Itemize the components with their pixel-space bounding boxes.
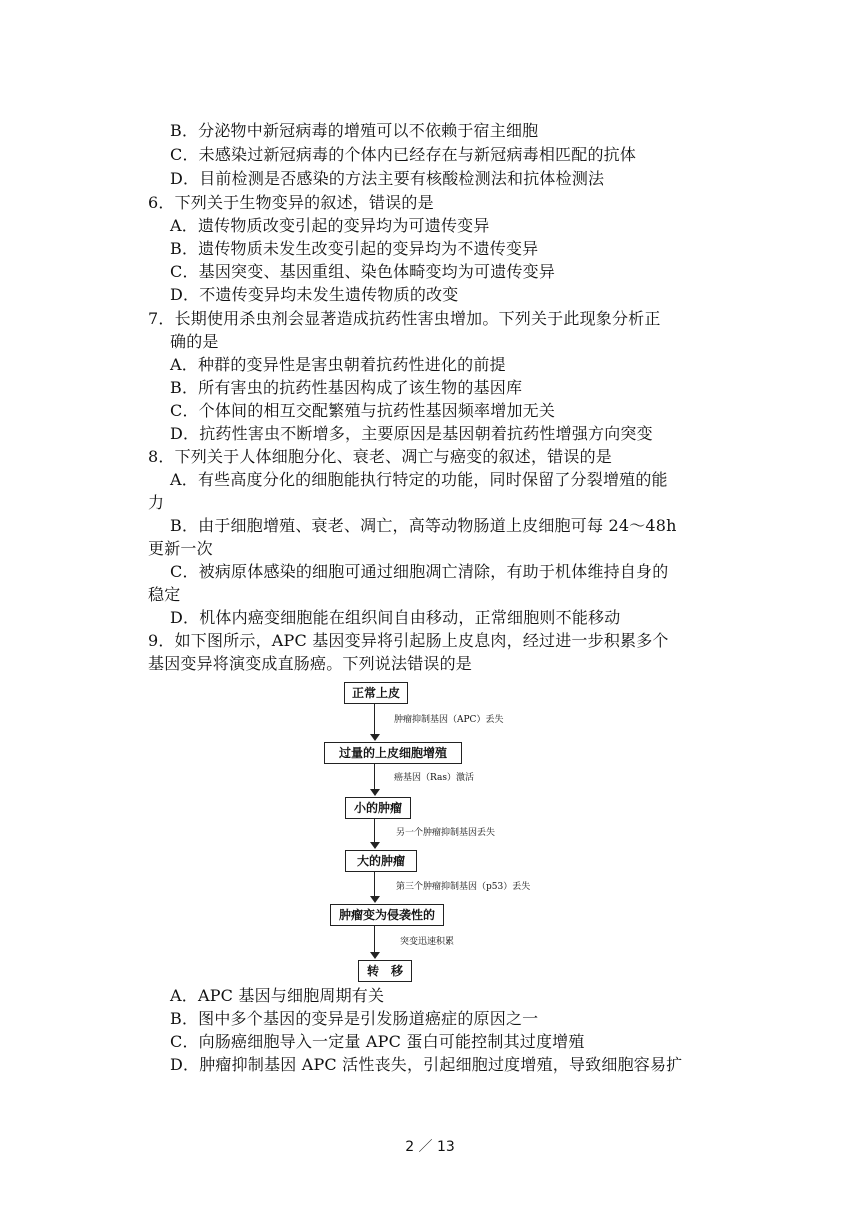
question-7-continued: 确的是 xyxy=(170,332,219,351)
q6-option-b: B．遗传物质未发生改变引起的变异均为不遗传变异 xyxy=(170,239,539,258)
q7-option-b: B．所有害虫的抗药性基因构成了该生物的基因库 xyxy=(170,378,523,397)
q9-option-c: C．向肠癌细胞导入一定量 APC 蛋白可能控制其过度增殖 xyxy=(170,1032,585,1051)
q8-option-d: D．机体内癌变细胞能在组织间自由移动，正常细胞则不能移动 xyxy=(170,608,621,627)
flow-arrow-line-1 xyxy=(374,704,375,734)
flow-box-small-tumor: 小的肿瘤 xyxy=(345,797,411,819)
flow-box-normal-epithelium: 正常上皮 xyxy=(344,682,408,704)
q6-option-a: A．遗传物质改变引起的变异均为可遗传变异 xyxy=(170,216,490,235)
q9-option-d: D．肿瘤抑制基因 APC 活性丧失，引起细胞过度增殖，导致细胞容易扩 xyxy=(170,1055,683,1074)
q6-option-d: D．不遗传变异均未发生遗传物质的改变 xyxy=(170,285,459,304)
flow-arrowhead-4 xyxy=(370,896,380,903)
page-number: 2 ／ 13 xyxy=(405,1139,455,1155)
q6-option-c: C．基因突变、基因重组、染色体畸变均为可遗传变异 xyxy=(170,262,556,281)
flow-note-p53-loss: 第三个肿瘤抑制基因（p53）丢失 xyxy=(396,882,531,892)
q8-option-b: B．由于细胞增殖、衰老、凋亡，高等动物肠道上皮细胞可每 24～48h xyxy=(170,516,677,535)
flow-box-metastasis: 转 移 xyxy=(358,960,412,982)
flow-arrow-line-5 xyxy=(374,926,375,952)
q8-option-a: A．有些高度分化的细胞能执行特定的功能，同时保留了分裂增殖的能 xyxy=(170,470,668,489)
flow-note-apc-loss: 肿瘤抑制基因（APC）丢失 xyxy=(394,715,504,725)
flow-arrow-line-4 xyxy=(374,872,375,896)
question-9: 9．如下图所示，APC 基因变异将引起肠上皮息肉，经过进一步积累多个 xyxy=(148,631,669,650)
flow-arrowhead-2 xyxy=(370,789,380,796)
flow-box-invasive-tumor: 肿瘤变为侵袭性的 xyxy=(330,904,444,926)
flow-note-mutation-accumulation: 突变迅速积累 xyxy=(400,937,455,947)
q8-option-b-continued: 更新一次 xyxy=(148,539,213,558)
q8-option-a-continued: 力 xyxy=(148,493,165,512)
q5-option-c: C．未感染过新冠病毒的个体内已经存在与新冠病毒相匹配的抗体 xyxy=(170,145,637,164)
q7-option-c: C．个体间的相互交配繁殖与抗药性基因频率增加无关 xyxy=(170,401,556,420)
flow-note-second-suppressor-loss: 另一个肿瘤抑制基因丢失 xyxy=(396,828,496,838)
q9-option-a: A．APC 基因与细胞周期有关 xyxy=(170,986,385,1005)
question-9-continued: 基因变异将演变成直肠癌。下列说法错误的是 xyxy=(148,654,473,673)
q7-option-a: A．种群的变异性是害虫朝着抗药性进化的前提 xyxy=(170,355,506,374)
question-8: 8．下列关于人体细胞分化、衰老、凋亡与癌变的叙述，错误的是 xyxy=(148,447,612,466)
cancer-progression-flowchart xyxy=(320,682,740,982)
q7-option-d: D．抗药性害虫不断增多，主要原因是基因朝着抗药性增强方向突变 xyxy=(170,424,653,443)
flow-arrowhead-3 xyxy=(370,842,380,849)
flow-box-large-tumor: 大的肿瘤 xyxy=(345,850,417,872)
flow-arrow-line-3 xyxy=(374,819,375,842)
q8-option-c: C．被病原体感染的细胞可通过细胞凋亡清除，有助于机体维持自身的 xyxy=(170,562,669,581)
q8-option-c-continued: 稳定 xyxy=(148,585,181,604)
flow-arrowhead-1 xyxy=(370,734,380,741)
flow-arrow-line-2 xyxy=(374,764,375,789)
question-7: 7．长期使用杀虫剂会显著造成抗药性害虫增加。下列关于此现象分析正 xyxy=(148,309,661,328)
q5-option-b: B．分泌物中新冠病毒的增殖可以不依赖于宿主细胞 xyxy=(170,121,539,140)
question-6: 6．下列关于生物变异的叙述，错误的是 xyxy=(148,193,434,212)
q9-option-b: B．图中多个基因的变异是引发肠道癌症的原因之一 xyxy=(170,1009,539,1028)
flow-arrowhead-5 xyxy=(370,952,380,959)
flow-note-ras-activation: 癌基因（Ras）激活 xyxy=(394,773,474,783)
q5-option-d: D．目前检测是否感染的方法主要有核酸检测法和抗体检测法 xyxy=(170,169,605,188)
flow-box-epithelial-proliferation: 过量的上皮细胞增殖 xyxy=(324,742,462,764)
